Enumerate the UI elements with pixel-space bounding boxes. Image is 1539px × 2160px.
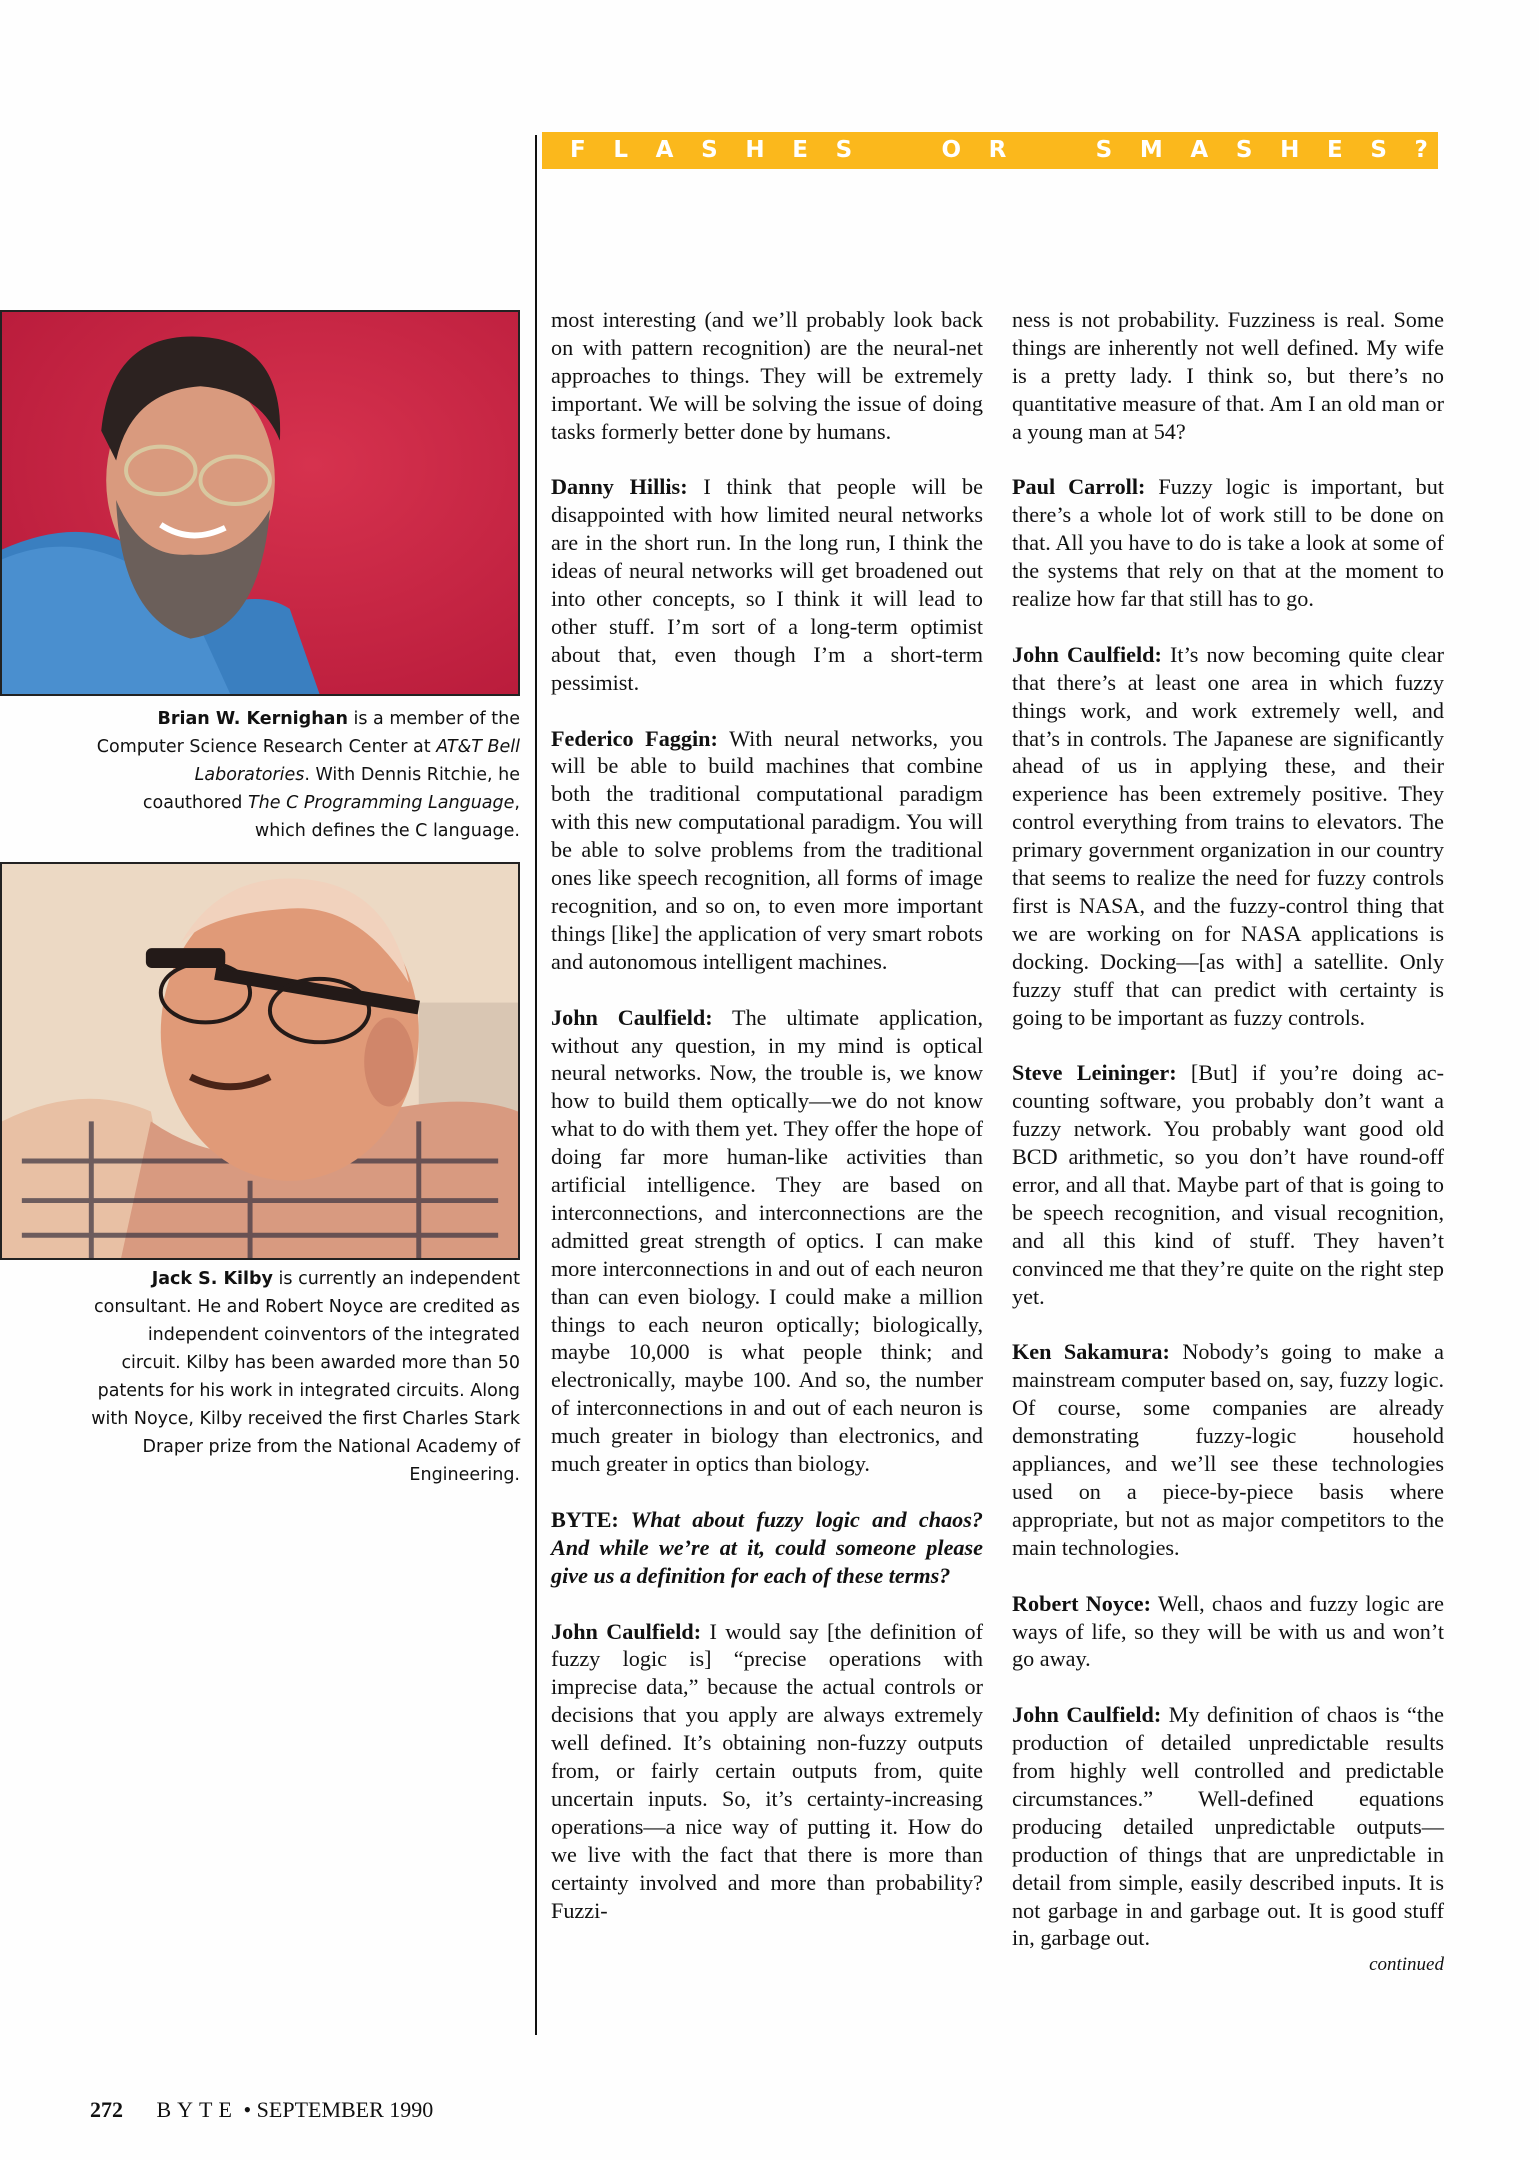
question-text: What about fuzzy logic and chaos? And while we’re at it, could someone please give us a definition for each of these terms? [551, 1506, 983, 1588]
speaker-name: Federico Faggin: [551, 725, 718, 751]
article-column-1 [551, 306, 983, 1952]
portrait-image-icon [2, 864, 518, 1258]
paragraph [551, 306, 983, 446]
page-footer [90, 2097, 433, 2123]
article-column-2 [1012, 306, 1444, 1976]
portrait-image-icon [2, 312, 518, 694]
speaker-name: John Caulfield: [551, 1004, 713, 1030]
magazine-name: BYTE [156, 2097, 238, 2122]
speaker-name: Paul Carroll: [1012, 474, 1146, 500]
paragraph [551, 1618, 983, 1925]
interviewer-question [551, 1506, 983, 1590]
section-banner [542, 132, 1438, 169]
paragraph-text: I would say [the definition of fuzzy logic is] “precise operations with imprecise data,” because the actual controls or decisions that you apply are always extremely well defined. It’s obtaining non-fuzzy outputs from, or fairly certain outputs from, quite uncertain inputs. So, it’s certainty-increasing operations—a nice way of putting it. How do we live with the fact that there is more than certainty involved and more than probability? Fuzzi- [551, 1618, 984, 1923]
banner-letter: ? [1414, 137, 1428, 163]
caption-text: , which defines the C language. [254, 793, 520, 841]
speaker-name: Danny Hillis: [551, 474, 688, 500]
banner-letter: O [941, 137, 961, 163]
speaker-name: Ken Sakamura: [1012, 1339, 1170, 1365]
paragraph [551, 1004, 983, 1478]
paragraph-text: Nobody’s going to make a mainstream computer based on, say, fuzzy logic. Of course, some companies are already demonstrating fuzzy-logic household appliances, and we’ll see these technologies used on a piece-by-piece basis where appropriate, but not as major competitors to the main technologies. [1012, 1339, 1444, 1560]
paragraph [1012, 306, 1444, 446]
paragraph [1012, 1701, 1444, 1952]
caption-text: is currently an independent consultant. He and Robert Noyce are credited as independent coinventors of the integrated circuit. Kilby has been awarded more than 50 patents for his work in integrated circuits. Along with Noyce, Kilby received the first Charles Stark Draper prize from the National Academy of Engineering. [91, 1269, 520, 1485]
banner-letter: S [835, 137, 853, 163]
column-divider [535, 135, 537, 2035]
paragraph-text: The ultimate application, without any question, in my mind is optical neural networks. Now, the trouble is, we know how to build them optically—we do not know what to do with them yet. They offer the hope of doing far more human-like activities than artificial intelligence. They are based on interconnections, and interconnections are the admitted great strength of optics. I can make more interconnections in and out of each neuron than can even biology. I could make a million things to each neuron optically; biologically, maybe 10,000 is what people think; and electronically, maybe 100. And so, the number of interconnections in and out of each neuron is much greater in biology than electronics, and much greater in optics than biology. [551, 1004, 984, 1477]
banner-letter: M [1139, 137, 1163, 163]
kilby-caption [90, 1265, 520, 1489]
paragraph [1012, 1059, 1444, 1310]
paragraph-text: Well, chaos and fuzzy logic are ways of life, so they will be with us and won’t go away. [1012, 1590, 1444, 1672]
caption-book-title: The C Programming Language [247, 793, 515, 813]
caption-name: Brian W. Kernighan [157, 709, 348, 729]
banner-letter: L [613, 137, 629, 163]
paragraph-text: ness is not probability. Fuzziness is real. Some things are inherently not well defined. My wife is a pretty lady. I think so, but there’s no quantitative measure of that. Am I an old man or a young man at 54? [1012, 307, 1444, 444]
caption-text: . With Dennis Ritchie, he coauthored [142, 765, 520, 813]
caption-italic: AT&T Bell Laboratories [194, 737, 520, 785]
issue-date: SEPTEMBER 1990 [256, 2097, 434, 2122]
bullet-separator: • [243, 2097, 252, 2122]
banner-letter: S [1370, 137, 1387, 163]
paragraph-text: [But] if you’re doing accounting software, you probably don’t want a fuzzy network. You probably want good old BCD arithmetic, so you don’t have round-off error, and all that. Maybe part of that is going to be speech recognition, and visual recognition, and all this kind of stuff. They haven’t convinced me that they’re quite on the right step yet. [1012, 1060, 1444, 1309]
banner-letter: H [1280, 137, 1300, 163]
kernighan-photo [0, 310, 520, 696]
speaker-name: John Caulfield: [1012, 1702, 1162, 1728]
paragraph-text: I think that people will be disappointed with how limited neural networks are in the short run. In the long run, I think the ideas of neural networks will get broadened out into other concepts, so I think it will lead to other stuff. I’m sort of a long-term optimist about that, even though I’m a short-term pessimist. [551, 474, 983, 695]
paragraph-text: Fuzzy logic is important, but there’s a whole lot of work still to be done on that. All you have to do is take a look at some of the systems that rely on that at the moment to realize how far that still has to go. [1012, 474, 1444, 612]
paragraph-text: With neural networks, you will be able to build machines that combine both the traditional computational paradigm with this new computational paradigm. You will be able to solve problems from the traditional ones like speech recognition, all forms of image recognition, and so on, to even more important things [like] the application of very smart robots and autonomous intelligent machines. [551, 725, 983, 974]
banner-letter: A [1190, 137, 1209, 163]
page-number: 272 [90, 2097, 123, 2122]
paragraph-text: most interesting (and we’ll probably look back on with pattern recognition) are the neural-net approaches to things. They will be extremely important. We will be solving the issue of doing tasks formerly better done by humans. [551, 307, 983, 444]
speaker-name: John Caulfield: [1012, 641, 1162, 667]
paragraph-text: It’s now becoming quite clear that there’s at least one area in which fuzzy things work, and work extremely well, and that’s in controls. The Japanese are significantly ahead of us in applying these, and their experience has been extremely positive. They control everything from trains to elevators. The primary government organization in our country that seems to realize the need for fuzzy controls first is NASA, and the fuzzy-control thing that we are working on for NASA applications is docking. Docking—[as with] a satellite. Only fuzzy stuff that can predict with certainty is going to be important as fuzzy controls. [1012, 641, 1444, 1030]
speaker-name: BYTE: [551, 1506, 619, 1532]
banner-letter: F [570, 137, 586, 163]
caption-text: is a member of the Computer Science Research Center at [96, 709, 520, 757]
speaker-name: John Caulfield: [551, 1618, 702, 1644]
paragraph-text: My definition of chaos is “the production of detailed unpredictable results from highly well controlled and predictable circumstances.” Well-defined equations producing detailed unpredictable outputs—production of things that are unpredictable in detail from simple, easily described inputs. It is not garbage in and garbage out. It is good stuff in, garbage out. [1012, 1702, 1444, 1951]
paragraph [1012, 1338, 1444, 1561]
paragraph [1012, 1590, 1444, 1674]
paragraph [1012, 641, 1444, 1032]
speaker-name: Robert Noyce: [1012, 1590, 1152, 1616]
continued-link[interactable]: continued [1369, 1954, 1444, 1976]
paragraph [551, 473, 983, 696]
banner-letter: A [655, 137, 674, 163]
banner-letter: E [1326, 137, 1343, 163]
kernighan-caption [90, 705, 520, 845]
banner-letter: S [1235, 137, 1253, 163]
banner-letter: R [988, 137, 1007, 163]
banner-letter: S [701, 137, 718, 163]
banner-letter: S [1095, 137, 1113, 163]
caption-name: Jack S. Kilby [151, 1269, 273, 1289]
paragraph [1012, 473, 1444, 613]
banner-letter: E [792, 137, 808, 163]
paragraph [551, 725, 983, 976]
speaker-name: Steve Leininger: [1012, 1060, 1177, 1086]
banner-letter: H [745, 137, 765, 163]
kilby-photo [0, 862, 520, 1260]
